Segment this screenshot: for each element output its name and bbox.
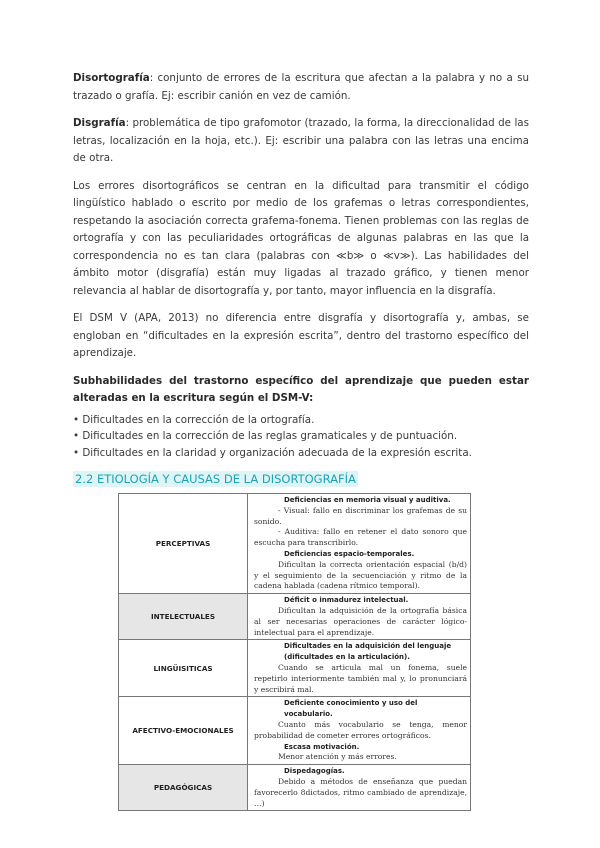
description-text: - Auditiva: fallo en retener el dato sonoro que escucha para transcribirlo. — [254, 527, 467, 548]
category-pedagogicas: PEDAGÓGICAS — [119, 765, 248, 811]
description-linguisticas — [248, 640, 471, 697]
description-pedagogicas — [248, 765, 471, 811]
description-text: Cuando se articula mal un fonema, suele repetirlo interiormente también mal y, lo pronunciará y escribirá mal. — [254, 662, 467, 694]
category-afectivo-emocionales: AFECTIVO-EMOCIONALES — [119, 697, 248, 765]
description-text: Dificultan la correcta orientación espacial (b/d) y el seguimiento de la secuenciación y ritmo de la cadena hablada (cadena rítmico temporal). — [254, 559, 467, 591]
description-text: Dificultan la adquisición de la ortografía básica al ser necesarias operaciones de carácter lógico-intelectual para el aprendizaje. — [254, 605, 467, 637]
description-perceptivas — [248, 494, 471, 594]
definition-disgrafia: : problemática de tipo grafomotor (trazado, la forma, la direccionalidad de las letras, localización en la hoja, etc.). Ej: escribir una palabra con las letras una encima de otra. — [73, 117, 529, 164]
table-row — [119, 765, 471, 811]
category-perceptivas: PERCEPTIVAS — [119, 494, 248, 594]
description-heading: Deficiente conocimiento y uso del vocabulario. — [284, 699, 418, 719]
description-heading: Dispedagogías. — [284, 767, 345, 776]
section-title: 2.2 ETIOLOGÍA Y CAUSAS DE LA DISORTOGRAFÍA — [75, 472, 356, 486]
description-heading: Escasa motivación. — [284, 742, 360, 751]
description-intelectuales — [248, 594, 471, 640]
list-item: • Dificultades en la corrección de la ortografía. — [73, 412, 529, 429]
description-heading: Deficiencias en memoria visual y auditiva. — [284, 496, 451, 504]
table-row — [119, 640, 471, 697]
description-heading: Déficit o inmadurez intelectual. — [284, 596, 409, 605]
term-disgrafia: Disgrafía — [73, 117, 126, 129]
list-item: • Dificultades en la claridad y organización adecuada de la expresión escrita. — [73, 445, 529, 462]
paragraph-disortografia — [73, 70, 529, 105]
causes-table — [118, 493, 471, 811]
description-text: Cuanto más vocabulario se tenga, menor probabilidad de cometer errores ortográficos. — [254, 719, 467, 740]
document-page — [73, 70, 529, 811]
description-heading: Dificultades en la adquisición del lenguaje (dificultades en la articulación). — [284, 642, 452, 662]
paragraph-disgrafia — [73, 115, 529, 168]
table-row — [119, 594, 471, 640]
list-item: • Dificultades en la corrección de las reglas gramaticales y de puntuación. — [73, 428, 529, 445]
subheading: Subhabilidades del trastorno específico del aprendizaje que pueden estar alteradas en la escritura según el DSM-V: — [73, 374, 529, 404]
category-linguisticas: LINGÜISITICAS — [119, 640, 248, 697]
description-text: - Visual: fallo en discriminar los grafemas de su sonido. — [254, 505, 467, 526]
bullet-list — [73, 412, 529, 462]
description-text: Debido a métodos de enseñanza que puedan favorecerlo 8dictados, ritmo cambiado de aprendizaje, …) — [254, 776, 467, 808]
table-row — [119, 494, 471, 594]
definition-disortografia: : conjunto de errores de la escritura que afectan a la palabra y no a su trazado o grafía. Ej: escribir canión en vez de camión. — [73, 72, 529, 102]
description-text: Menor atención y más errores. — [278, 752, 397, 762]
category-intelectuales: INTELECTUALES — [119, 594, 248, 640]
description-heading: Deficiencias espacio-temporales. — [284, 549, 415, 558]
table-row — [119, 697, 471, 765]
term-disortografia: Disortografía — [73, 72, 150, 84]
paragraph-dsm: El DSM V (APA, 2013) no diferencia entre disgrafía y disortografía y, ambas, se engloban en “dificultades en la expresión escrita”, dentro del trastorno específico del aprendizaje. — [73, 312, 529, 359]
paragraph-errores: Los errores disortográficos se centran en la dificultad para transmitir el código lingüístico hablado o escrito por medio de los grafemas o letras correspondientes, respetando la asociación correcta grafema-fonema. Tienen problemas con las reglas de ortografía y con las peculiaridades ortográficas de algunas palabras en las que la correspondencia no es tan clara (palabras con ≪b≫ o ≪v≫). Las habilidades del ámbito motor (disgrafía) están muy ligadas al trazado gráfico, y tienen menor relevancia al hablar de disortografía y, por tanto, mayor influencia en la disgrafía. — [73, 179, 529, 297]
description-afectivo — [248, 697, 471, 765]
